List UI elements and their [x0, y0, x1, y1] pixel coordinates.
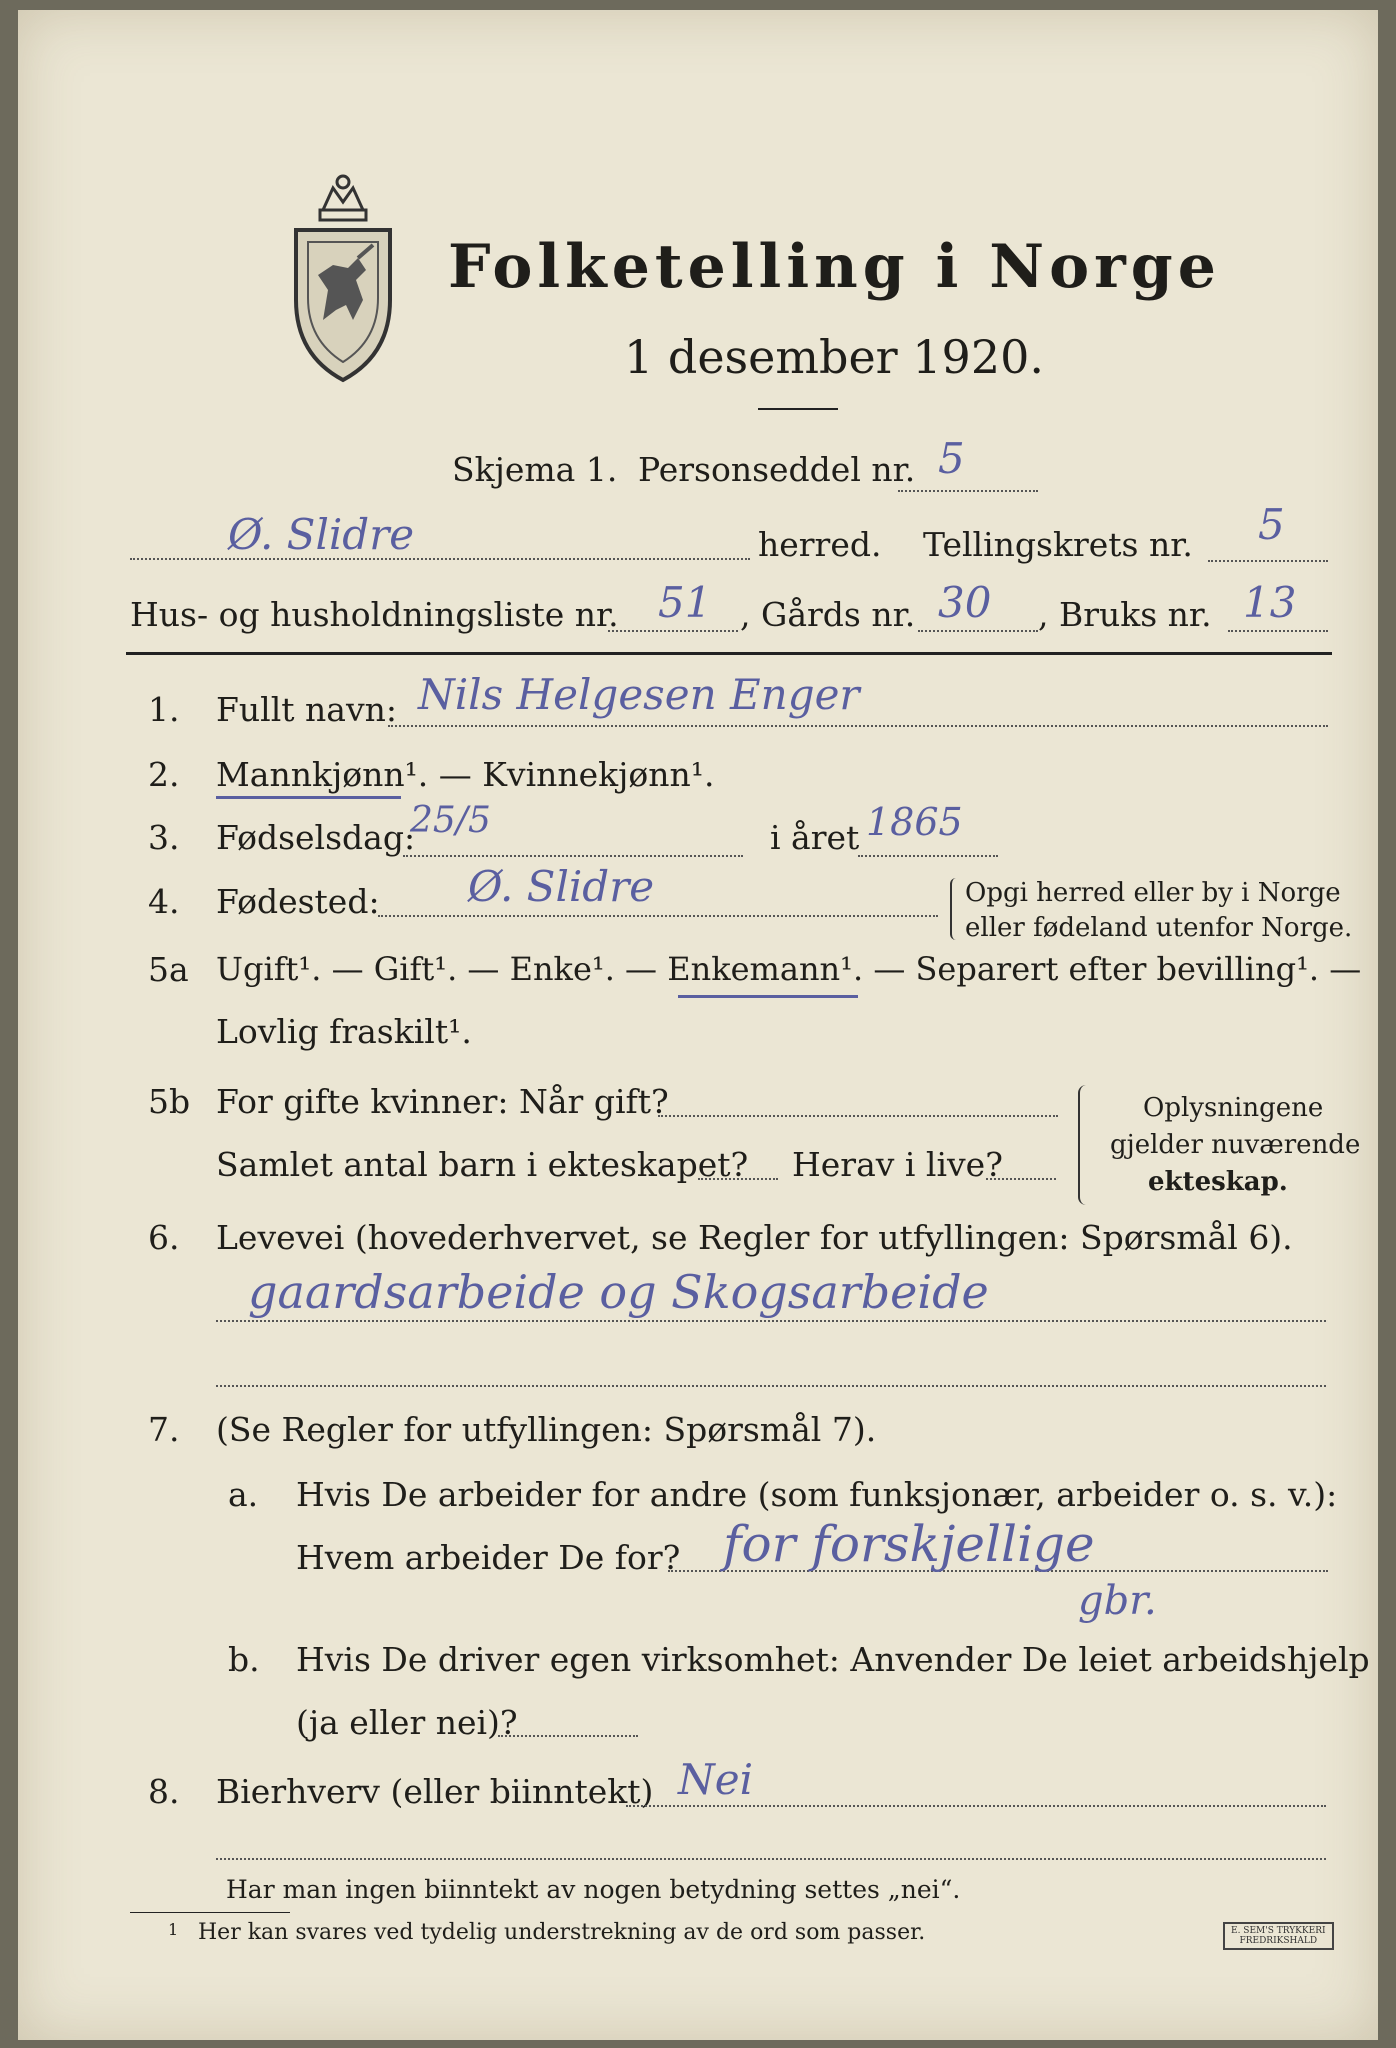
q4-birthplace-value: Ø. Slidre — [468, 862, 655, 911]
q5b-brace — [1078, 1085, 1090, 1205]
q5a-enkemann-underline — [678, 995, 858, 998]
q4-note-line-1: Opgi herred eller by i Norge — [965, 878, 1341, 908]
q7b-line-1: Hvis De driver egen virksomhet: Anvender De leiet arbeidshjelp — [296, 1640, 1370, 1679]
q6-occupation-value: gaardsarbeide og Skogsarbeide — [248, 1265, 989, 1319]
q7b-line-2: (ja eller nei)? — [296, 1703, 518, 1742]
bruks-label: , Bruks nr. — [1038, 595, 1212, 634]
census-date: 1 desember 1920. — [624, 330, 1044, 384]
q4-note-line-2: eller fødeland utenfor Norge. — [965, 913, 1353, 943]
gards-label: , Gårds nr. — [740, 595, 916, 634]
form-title: Folketelling i Norge — [448, 232, 1221, 302]
q8-side-income-value: Nei — [678, 1755, 754, 1804]
q2-gender-options: Mannkjønn¹. — Kvinnekjønn¹. — [216, 755, 715, 794]
q5b-married-label: For gifte kvinner: Når gift? — [216, 1082, 669, 1121]
q2-mannkjonn-underline — [216, 796, 401, 799]
tellingskrets-label: Tellingskrets nr. — [923, 525, 1193, 564]
q7b-letter: b. — [228, 1640, 260, 1679]
q6-number: 6. — [148, 1218, 180, 1257]
q1-number: 1. — [148, 690, 180, 729]
husliste-label: Hus- og husholdningsliste nr. — [130, 595, 619, 634]
q7a-employer-value: for forskjellige — [723, 1515, 1095, 1573]
q5b-number: 5b — [148, 1082, 191, 1121]
footnote-divider — [130, 1912, 290, 1913]
census-form — [18, 10, 1378, 2040]
coat-of-arms-icon — [288, 170, 398, 385]
footnote-mark: 1 — [168, 1920, 179, 1939]
title-divider — [758, 408, 838, 410]
q5b-note-line-2: gjelder nuværende — [1110, 1130, 1361, 1160]
herred-value: Ø. Slidre — [228, 510, 415, 559]
husliste-value: 51 — [658, 578, 712, 627]
q4-number: 4. — [148, 882, 180, 921]
q8-label: Bierhverv (eller biinntekt) — [216, 1772, 654, 1811]
q7a-line-2: Hvem arbeider De for? — [296, 1538, 681, 1577]
q5b-note-line-1: Oplysningene — [1143, 1093, 1324, 1123]
q7a-line-1: Hvis De arbeider for andre (som funksjonær, arbeider o. s. v.): — [296, 1475, 1338, 1514]
herred-label: herred. — [758, 525, 882, 564]
q7a-letter: a. — [228, 1475, 259, 1514]
q2-number: 2. — [148, 755, 180, 794]
bruks-value: 13 — [1243, 578, 1297, 627]
q5a-number: 5a — [148, 950, 189, 989]
q5a-line-2: Lovlig fraskilt¹. — [216, 1012, 472, 1051]
schema-label: Skjema 1. — [452, 450, 618, 489]
personseddel-value: 5 — [938, 434, 965, 483]
footer-note: Har man ingen biinntekt av nogen betydning settes „nei“. — [226, 1875, 961, 1904]
q7-label: (Se Regler for utfyllingen: Spørsmål 7). — [216, 1410, 877, 1449]
q7-number: 7. — [148, 1410, 180, 1449]
q5b-alive-label: Herav i live? — [792, 1145, 1003, 1184]
personseddel-label: Personseddel nr. — [638, 450, 916, 489]
q4-label: Fødested: — [216, 882, 380, 921]
q6-label: Levevei (hovederhvervet, se Regler for utfyllingen: Spørsmål 6). — [216, 1218, 1293, 1257]
q3-label: Fødselsdag: — [216, 818, 416, 857]
printer-stamp: E. SEM'S TRYKKERI FREDRIKSHALD — [1223, 1922, 1334, 1950]
q3-birthday-value: 25/5 — [410, 800, 491, 841]
q5b-children-label: Samlet antal barn i ekteskapet? — [216, 1145, 749, 1184]
q4-brace — [950, 878, 960, 940]
q5b-note-line-3: ekteskap. — [1148, 1167, 1288, 1197]
q1-full-name-value: Nils Helgesen Enger — [418, 670, 860, 719]
q8-number: 8. — [148, 1772, 180, 1811]
q1-label: Fullt navn: — [216, 690, 397, 729]
q3-year-label: i året — [770, 818, 860, 857]
header-divider — [126, 652, 1332, 655]
tellingskrets-value: 5 — [1258, 500, 1285, 549]
q5a-marital-options: Ugift¹. — Gift¹. — Enke¹. — Enkemann¹. — Separert efter bevilling¹. — — [216, 950, 1362, 988]
q7a-employer-value-2: gbr. — [1078, 1578, 1157, 1624]
q3-year-value: 1865 — [866, 800, 963, 844]
q3-number: 3. — [148, 818, 180, 857]
gards-value: 30 — [938, 578, 992, 627]
footnote-text: Her kan svares ved tydelig understrekning av de ord som passer. — [198, 1920, 926, 1945]
